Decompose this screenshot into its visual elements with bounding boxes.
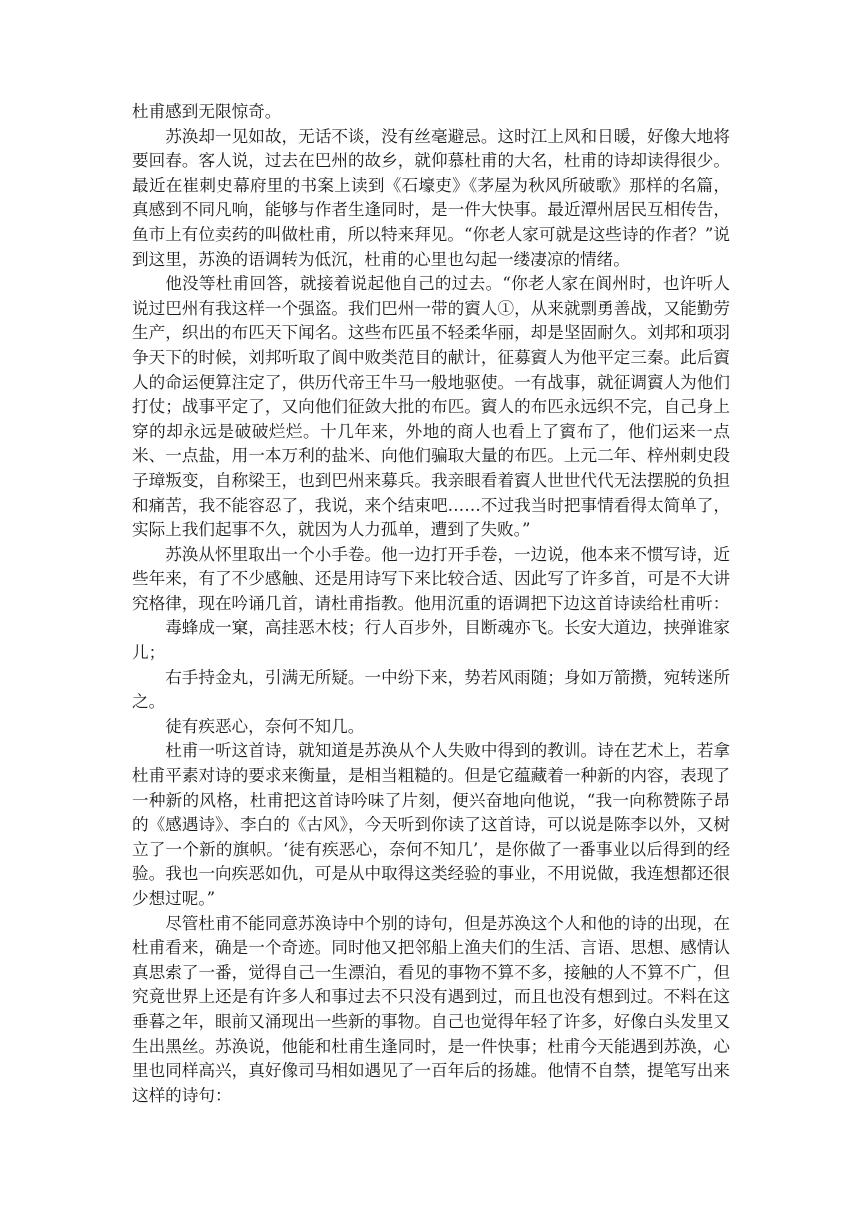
paragraph: 苏涣从怀里取出一个小手卷。他一边打开手卷，一边说，他本来不惯写诗，近些年来，有了不少感触、还是用诗写下来比较合适、因此写了许多首，可是不大讲究格律，现在吟诵几首，请杜甫指教。他用沉重的语调把下边这首诗读给杜甫听：: [132, 544, 730, 613]
poem-line: 右手持金丸，引满无所疑。一中纷下来，势若风雨随；身如万箭攒，宛转迷所之。: [132, 667, 730, 712]
paragraph: 他没等杜甫回答，就接着说起他自己的过去。“你老人家在阆州时，也许听人说过巴州有我这样一个强盗。我们巴州一带的賨人①，从来就剽勇善战，又能勤劳生产，织出的布匹天下闻名。这些布匹虽不轻柔华丽，却是坚固耐久。刘邦和项羽争天下的时候，刘邦听取了阆中败类范目的献计，征募賨人为他平定三秦。此后賨人的命运便算注定了，供历代帝王牛马一般地驱使。一有战事，就征调賨人为他们打仗；战事平定了，又向他们征敛大批的布匹。賨人的布匹永远织不完，自己身上穿的却永远是破破烂烂。十几年来，外地的商人也看上了賨布了，他们运来一点米、一点盐，用一本万利的盐米、向他们骗取大量的布匹。上元二年、梓州刺史段子璋叛变，自称梁王，也到巴州来募兵。我亲眼看着賨人世世代代无法摆脱的负担和痛苦，我不能容忍了，我说，来个结束吧……不过我当时把事情看得太简单了，实际上我们起事不久，就因为人力孤单，遭到了失败。”: [132, 274, 730, 540]
paragraph: 杜甫一听这首诗，就知道是苏涣从个人失败中得到的教训。诗在艺术上，若拿杜甫平素对诗的要求来衡量，是相当粗糙的。但是它蕴藏着一种新的内容，表现了一种新的风格，杜甫把这首诗吟味了片刻，便兴奋地向他说，“我一向称赞陈子昂的《感遇诗》、李白的《古风》，今天听到你读了这首诗，可以说是陈李以外，又树立了一个新的旗帜。‘徒有疾恶心，奈何不知几’，是你做了一番事业以后得到的经验。我也一向疾恶如仇，可是从中取得这类经验的事业，不用说做，我连想都还很少想过呢。”: [132, 741, 730, 908]
paragraph: 杜甫感到无限惊奇。: [132, 102, 282, 121]
poem-line: 毒蜂成一窠，高挂恶木枝；行人百步外，目断魂亦飞。长安大道边，挟弹谁家儿；: [132, 618, 730, 663]
paragraph: 尽管杜甫不能同意苏涣诗中个别的诗句，但是苏涣这个人和他的诗的出现，在杜甫看来，确是一个奇迹。同时他又把邻船上渔夫们的生活、言语、思想、感情认真思索了一番，觉得自己一生漂泊，看见的事物不算不多，接触的人不算不广，但究竟世界上还是有许多人和事过去不只没有遇到过，而且也没有想到过。不料在这垂暮之年，眼前又涌现出一些新的事物。自己也觉得年轻了许多，好像白头发里又生出黑丝。苏涣说，他能和杜甫生逢同时，是一件快事；杜甫今天能遇到苏涣，心里也同样高兴，真好像司马相如遇见了一百年后的扬雄。他情不自禁，提笔写出来这样的诗句：: [132, 913, 730, 1105]
document-body: [132, 100, 730, 1108]
paragraph: 苏涣却一见如故，无话不谈，没有丝毫避忌。这时江上风和日暖，好像大地将要回春。客人说，过去在巴州的故乡，就仰慕杜甫的大名，杜甫的诗却读得很少。最近在崔刺史幕府里的书案上读到《石壕吏》《茅屋为秋风所破歌》那样的名篇，真感到不同凡响，能够与作者生逢同时，是一件大快事。最近潭州居民互相传告，鱼市上有位卖药的叫做杜甫，所以特来拜见。“你老人家可就是这些诗的作者？”说到这里，苏涣的语调转为低沉，杜甫的心里也勾起一缕凄凉的情绪。: [132, 126, 730, 269]
poem-line: 徒有疾恶心，奈何不知几。: [165, 716, 365, 736]
